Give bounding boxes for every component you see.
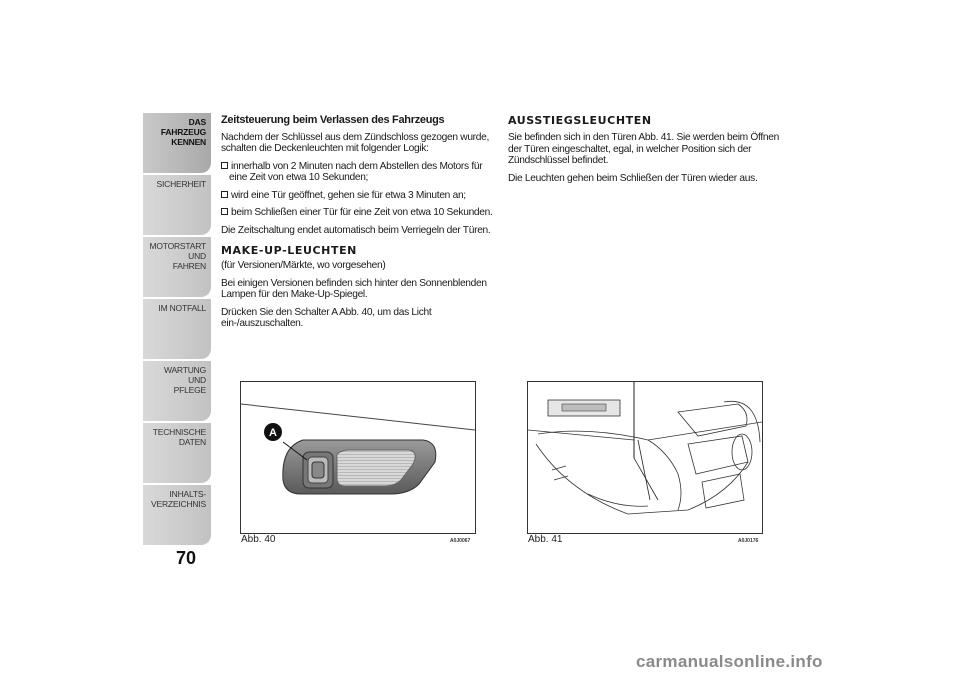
tab-label: INHALTS- (169, 489, 206, 499)
page-number: 70 (176, 548, 197, 568)
list-item (221, 161, 499, 184)
tab-label: TECHNISCHE DATEN (152, 427, 206, 447)
tab-label: FAHREN (172, 261, 206, 271)
tab-inhaltsverzeichnis[interactable] (143, 485, 211, 545)
checkbox-bullet-icon (221, 191, 228, 198)
tab-label: IM NOTFALL (158, 303, 206, 313)
tab-label: KENNEN (171, 137, 206, 147)
tab-im-notfall[interactable] (143, 299, 211, 359)
list-item (221, 190, 499, 202)
tab-label: MOTORSTART UND (149, 241, 206, 261)
figure-code: A0J0067 (450, 538, 471, 544)
tab-sicherheit[interactable] (143, 175, 211, 235)
list-item-text: beim Schließen einer Tür für eine Zeit von etwa 10 Sekunden. (231, 207, 493, 218)
list-item-text: wird eine Tür geöffnet, gehen sie für etwa 3 Minuten an; (231, 189, 466, 201)
intro-paragraph: Nachdem der Schlüssel aus dem Zündschloss gezogen wurde, schalten die Deckenleuchten mit folgender Logik: (221, 131, 490, 154)
right-column (508, 115, 786, 190)
figure-exit-light (527, 381, 763, 534)
section-title-ausstieg: AUSSTIEGSLEUCHTEN (508, 114, 652, 127)
tab-label: DAS FAHRZEUG (160, 117, 206, 137)
tab-das-fahrzeug-kennen[interactable] (143, 113, 211, 173)
body-paragraph: Bei einigen Versionen befinden sich hinter den Sonnenblenden Lampen für den Make-Up-Spiegel. (221, 277, 487, 300)
checkbox-bullet-icon (221, 208, 228, 215)
figure-caption: Abb. 40 (241, 534, 276, 545)
tab-wartung-und-pflege[interactable] (143, 361, 211, 421)
make-up-light-illustration (241, 382, 475, 533)
tab-label: WARTUNG UND (163, 365, 206, 385)
body-paragraph: Drücken Sie den Schalter A Abb. 40, um das Licht ein-/auszuschalten. (221, 306, 432, 329)
list-item-text: innerhalb von 2 Minuten nach dem Abstellen des Motors für eine Zeit von etwa 10 Sekunden; (229, 160, 483, 183)
section-title-make-up: MAKE-UP-LEUCHTEN (221, 244, 357, 257)
list-item (221, 207, 499, 219)
figure-make-up-light (240, 381, 476, 534)
body-paragraph: Sie befinden sich in den Türen Abb. 41. Sie werden beim Öffnen der Türen eingeschaltet, egal, in welcher Position sich der Zündschlüssel befindet. (508, 132, 779, 166)
figure-caption: Abb. 41 (528, 534, 563, 545)
closing-paragraph: Die Zeitschaltung endet automatisch beim Verriegeln der Türen. (221, 224, 491, 236)
tab-label: VERZEICHNIS (151, 499, 206, 509)
tab-motorstart-und-fahren[interactable] (143, 237, 211, 297)
body-paragraph: Die Leuchten gehen beim Schließen der Türen wieder aus. (508, 172, 758, 184)
tab-label: SICHERHEIT (156, 179, 206, 189)
left-column (221, 115, 499, 336)
tab-technische-daten[interactable] (143, 423, 211, 483)
availability-note: (für Versionen/Märkte, wo vorgesehen) (221, 260, 386, 271)
door-exit-light-illustration (528, 382, 762, 533)
figure-marker-label: A (269, 427, 277, 439)
figure-code: A0J0176 (738, 538, 759, 544)
tab-label: PFLEGE (173, 385, 206, 395)
watermark-footer: carmanualsonline.info (636, 652, 823, 671)
checkbox-bullet-icon (221, 162, 228, 169)
section-subheading: Zeitsteuerung beim Verlassen des Fahrzeugs (221, 114, 445, 126)
chapter-sidebar (143, 113, 211, 547)
